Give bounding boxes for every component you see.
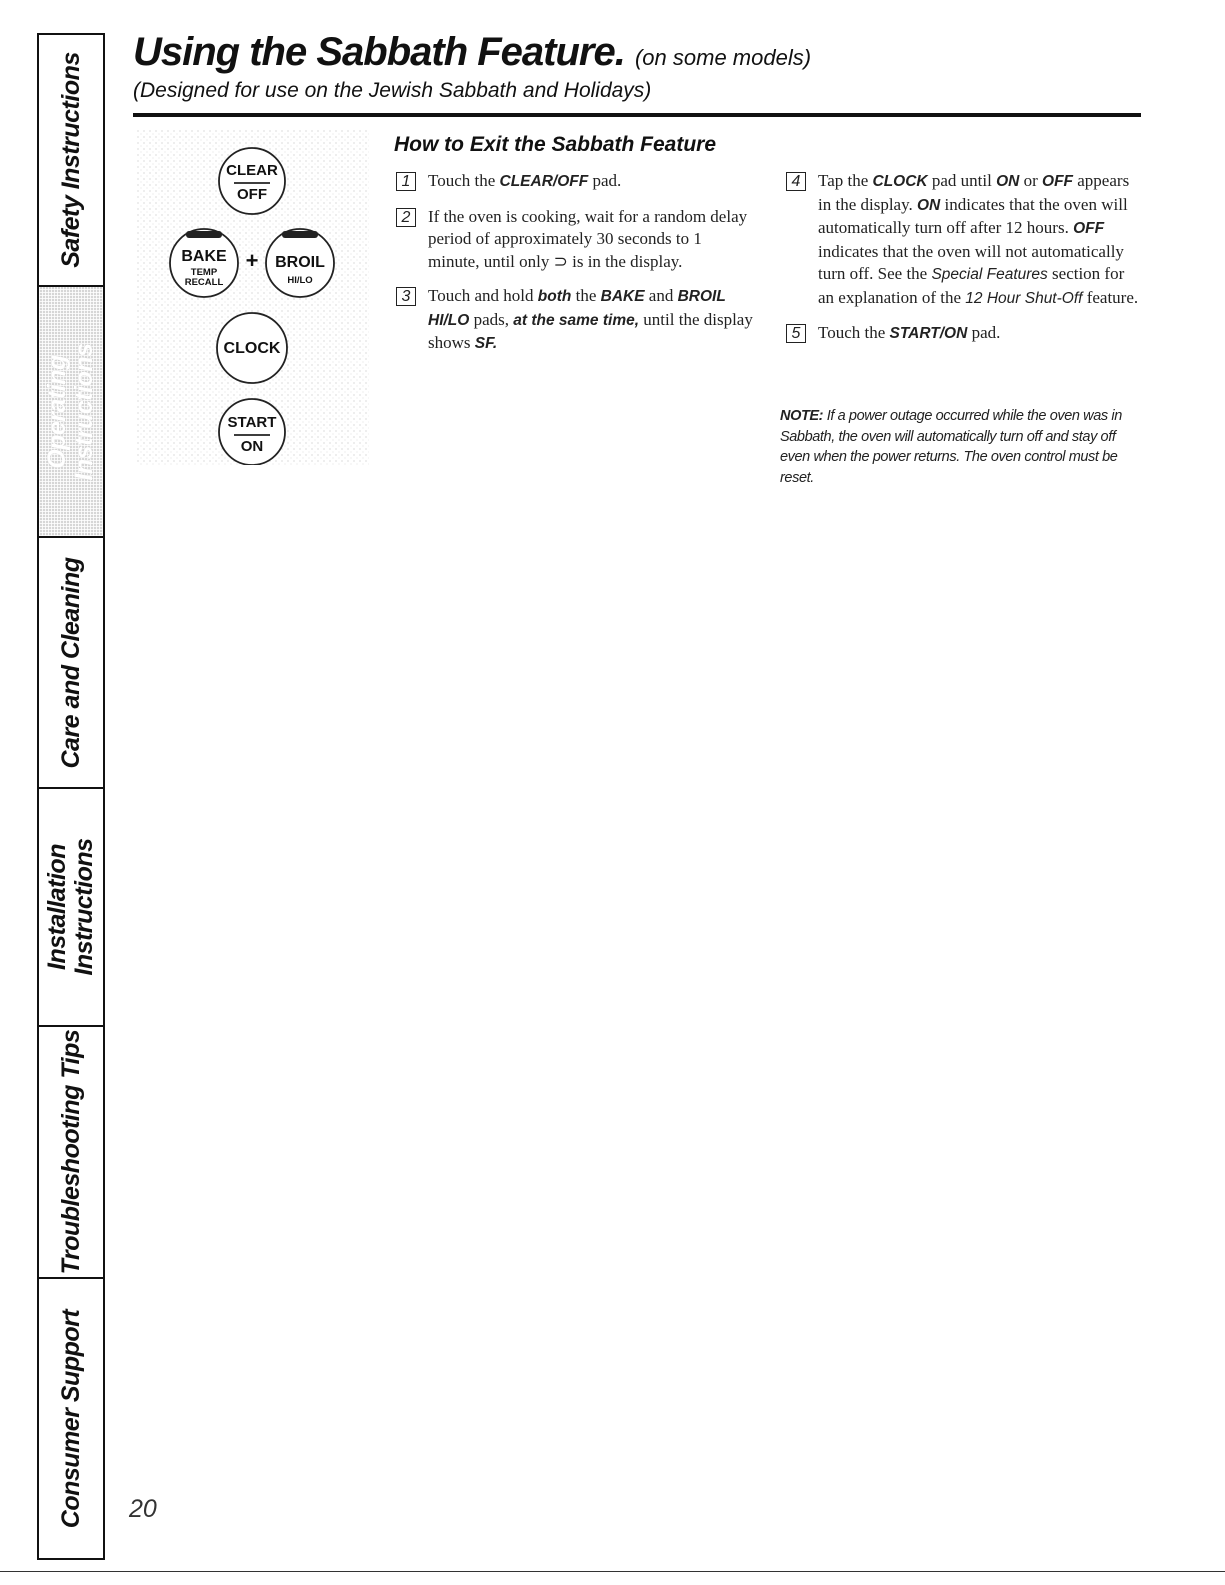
off-label: OFF <box>237 186 267 203</box>
page-subtitle: (Designed for use on the Jewish Sabbath and Holidays) <box>133 79 652 102</box>
title-note: (on some models) <box>634 45 812 70</box>
clear-off-key[interactable] <box>219 148 285 214</box>
step-5: 5 Touch the START/ON pad. <box>784 322 1140 346</box>
tab-safety-instructions[interactable] <box>39 35 103 287</box>
tab-consumer-support[interactable] <box>39 1279 103 1558</box>
bake-indicator <box>186 231 222 238</box>
section-tabs <box>37 33 105 1560</box>
step-number: 4 <box>786 172 806 191</box>
page-title <box>133 29 811 81</box>
steps-column-1 <box>394 170 756 368</box>
bake-label: BAKE <box>181 248 227 265</box>
recall-label: RECALL <box>184 277 224 288</box>
tab-troubleshooting-tips[interactable] <box>39 1027 103 1279</box>
title-text: Using the Sabbath Feature. <box>133 30 625 74</box>
tab-label: Troubleshooting Tips <box>57 1029 85 1275</box>
page-number: 20 <box>129 1495 157 1523</box>
step-number: 2 <box>396 208 416 227</box>
hilo-label: HI/LO <box>287 275 313 286</box>
note-label: NOTE: <box>780 408 824 424</box>
tab-label: Operating Instructions <box>43 342 98 481</box>
tab-label: Care and Cleaning <box>57 557 85 768</box>
step-number: 1 <box>396 172 416 191</box>
start-label: START <box>227 414 277 431</box>
tab-label: Consumer Support <box>57 1309 85 1528</box>
step-3: 3 Touch and hold both the BAKE and BROIL HI/LO pads, at the same time, until the display shows SF. <box>394 285 756 356</box>
header-rule <box>133 113 1141 117</box>
step-number: 5 <box>786 324 806 343</box>
clock-label: CLOCK <box>223 340 281 357</box>
tab-label: Safety Instructions <box>57 52 85 268</box>
control-panel-illustration <box>137 130 369 465</box>
step-4: 4 Tap the CLOCK pad until ON or OFF appears in the display. ON indicates that the oven will automatically turn off after 12 hours. OFF indicates that the oven will not automatically turn off. See the Special Features section for an explanation of the 12 Hour Shut-Off feature. <box>784 170 1140 310</box>
start-on-key[interactable] <box>219 399 285 465</box>
section-heading: How to Exit the Sabbath Feature <box>394 133 717 156</box>
broil-indicator <box>282 231 318 238</box>
temp-label: TEMP <box>190 267 218 278</box>
note-paragraph <box>780 406 1140 488</box>
on-label: ON <box>240 438 264 455</box>
step-2: 2 If the oven is cooking, wait for a random delay period of approximately 30 seconds to 1 minute, until only ⊃ is in the display. <box>394 206 756 274</box>
step-1: 1 Touch the CLEAR/OFF pad. <box>394 170 756 194</box>
tab-operating-instructions[interactable] <box>39 287 103 538</box>
note-text: If a power outage occurred while the oven was in Sabbath, the oven will automatically turn off and stay off even when the power returns. The oven control must be reset. <box>780 408 1122 486</box>
page-bottom-line <box>0 1571 1225 1572</box>
step-number: 3 <box>396 287 416 306</box>
plus-label: + <box>245 248 259 273</box>
clear-label: CLEAR <box>226 162 278 179</box>
tab-care-and-cleaning[interactable] <box>39 538 103 789</box>
tab-installation-instructions[interactable] <box>39 789 103 1027</box>
steps-column-2 <box>784 170 1140 358</box>
tab-label: Installation Instructions <box>43 838 98 976</box>
broil-label: BROIL <box>275 254 325 271</box>
